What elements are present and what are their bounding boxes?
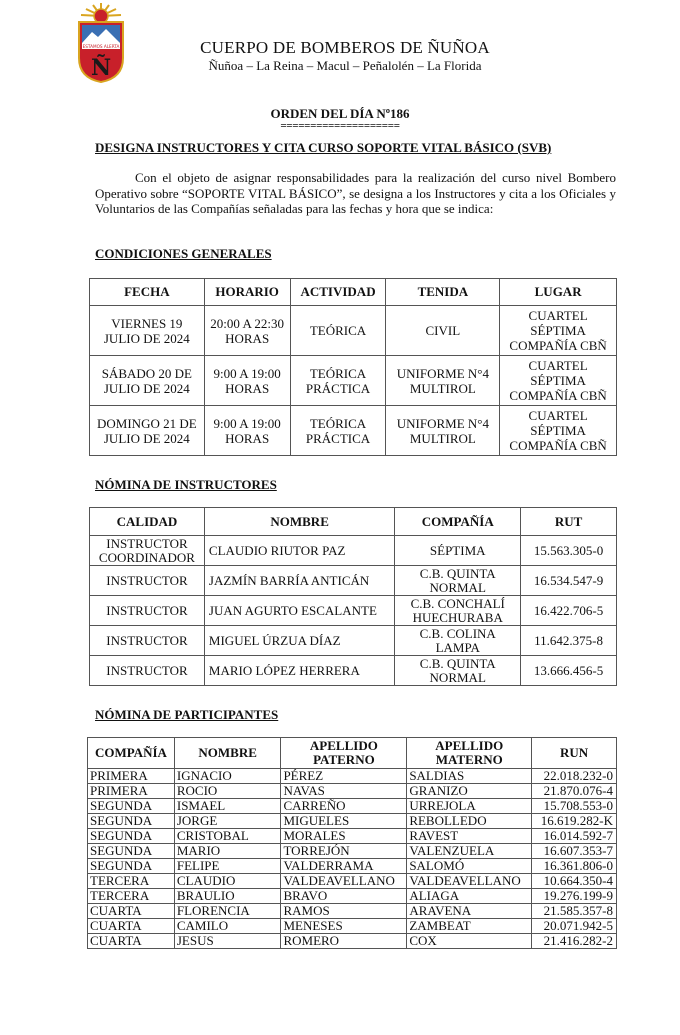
table-cell: FLORENCIA <box>174 904 281 919</box>
table-row <box>88 799 617 814</box>
table-cell: JORGE <box>174 814 281 829</box>
table-cell: COX <box>407 934 532 949</box>
table-cell: 16.534.547-9 <box>521 566 617 596</box>
table-cell: 9:00 A 19:00 HORAS <box>204 356 290 406</box>
table-cell: PRIMERA <box>88 784 175 799</box>
table-cell: GRANIZO <box>407 784 532 799</box>
table-cell: JUAN AGURTO ESCALANTE <box>204 596 394 626</box>
table-cell: TEÓRICA <box>290 306 386 356</box>
table-cell: ZAMBEAT <box>407 919 532 934</box>
table-cell: VIERNES 19 JULIO DE 2024 <box>90 306 205 356</box>
table-cell: INSTRUCTOR <box>90 566 205 596</box>
table-row <box>88 889 617 904</box>
column-header: LUGAR <box>500 279 617 306</box>
table-cell: 16.422.706-5 <box>521 596 617 626</box>
conditions-table <box>89 278 617 456</box>
table-cell: INSTRUCTOR <box>90 626 205 656</box>
table-cell: CUARTA <box>88 934 175 949</box>
column-header: ACTIVIDAD <box>290 279 386 306</box>
table-cell: MENESES <box>281 919 407 934</box>
bomberos-logo-emblem <box>74 2 128 84</box>
table-cell: 21.416.282-2 <box>532 934 617 949</box>
table-cell: MIGUEL ÚRZUA DÍAZ <box>204 626 394 656</box>
table-cell: 9:00 A 19:00 HORAS <box>204 406 290 456</box>
table-cell: 11.642.375-8 <box>521 626 617 656</box>
table-cell: SEGUNDA <box>88 844 175 859</box>
table-cell: 22.018.232-0 <box>532 769 617 784</box>
table-cell: 21.870.076-4 <box>532 784 617 799</box>
table-cell: 13.666.456-5 <box>521 656 617 686</box>
table-cell: CARREÑO <box>281 799 407 814</box>
table-cell: TERCERA <box>88 874 175 889</box>
order-heading: DESIGNA INSTRUCTORES Y CITA CURSO SOPORTE VITAL BÁSICO (SVB) <box>95 140 552 155</box>
table-cell: CUARTEL SÉPTIMA COMPAÑÍA CBÑ <box>500 406 617 456</box>
table-row <box>88 874 617 889</box>
table-cell: 16.014.592-7 <box>532 829 617 844</box>
table-cell: JESUS <box>174 934 281 949</box>
table-cell: SALOMÓ <box>407 859 532 874</box>
table-cell: DOMINGO 21 DE JULIO DE 2024 <box>90 406 205 456</box>
svg-text:ESTAMOS ALERTA: ESTAMOS ALERTA <box>82 44 120 49</box>
table-cell: CRISTOBAL <box>174 829 281 844</box>
table-cell: 19.276.199-9 <box>532 889 617 904</box>
order-title: ORDEN DEL DÍA Nº186 <box>270 106 410 121</box>
column-header: NOMBRE <box>204 508 394 536</box>
table-row <box>88 829 617 844</box>
table-cell: CLAUDIO RIUTOR PAZ <box>204 536 394 566</box>
table-cell: PÉREZ <box>281 769 407 784</box>
table-cell: TORREJÓN <box>281 844 407 859</box>
table-cell: INSTRUCTOR <box>90 596 205 626</box>
table-cell: JAZMÍN BARRÍA ANTICÁN <box>204 566 394 596</box>
table-cell: MARIO <box>174 844 281 859</box>
table-cell: SEGUNDA <box>88 799 175 814</box>
table-header-row <box>90 279 617 306</box>
table-cell: VALDERRAMA <box>281 859 407 874</box>
column-header: RUN <box>532 738 617 769</box>
table-cell: UNIFORME N°4 MULTIROL <box>386 406 500 456</box>
table-cell: RAVEST <box>407 829 532 844</box>
table-cell: SALDIAS <box>407 769 532 784</box>
column-header: FECHA <box>90 279 205 306</box>
table-cell: ROCIO <box>174 784 281 799</box>
table-cell: VALDEAVELLANO <box>281 874 407 889</box>
table-cell: CUARTEL SÉPTIMA COMPAÑÍA CBÑ <box>500 356 617 406</box>
table-cell: MORALES <box>281 829 407 844</box>
table-row <box>88 919 617 934</box>
table-cell: TERCERA <box>88 889 175 904</box>
table-cell: TEÓRICA PRÁCTICA <box>290 406 386 456</box>
table-cell: NAVAS <box>281 784 407 799</box>
table-header-row <box>90 508 617 536</box>
conditions-heading: CONDICIONES GENERALES <box>95 246 272 261</box>
table-row <box>88 904 617 919</box>
table-cell: 21.585.357-8 <box>532 904 617 919</box>
table-cell: ISMAEL <box>174 799 281 814</box>
organization-communes: Ñuñoa – La Reina – Macul – Peñalolén – La Florida <box>208 58 482 73</box>
column-header: HORARIO <box>204 279 290 306</box>
table-cell: C.B. COLINA LAMPA <box>395 626 521 656</box>
table-cell: REBOLLEDO <box>407 814 532 829</box>
table-cell: PRIMERA <box>88 769 175 784</box>
column-header: APELLIDO MATERNO <box>407 738 532 769</box>
table-cell: CAMILO <box>174 919 281 934</box>
column-header: RUT <box>521 508 617 536</box>
table-cell: VALDEAVELLANO <box>407 874 532 889</box>
table-cell: CLAUDIO <box>174 874 281 889</box>
table-row <box>88 769 617 784</box>
table-cell: 20.071.942-5 <box>532 919 617 934</box>
table-row <box>88 784 617 799</box>
table-cell: FELIPE <box>174 859 281 874</box>
table-row <box>90 536 617 566</box>
table-cell: ARAVENA <box>407 904 532 919</box>
table-cell: SÁBADO 20 DE JULIO DE 2024 <box>90 356 205 406</box>
table-header-row <box>88 738 617 769</box>
table-cell: MARIO LÓPEZ HERRERA <box>204 656 394 686</box>
table-cell: 15.563.305-0 <box>521 536 617 566</box>
table-cell: INSTRUCTOR <box>90 656 205 686</box>
svg-text:Ñ: Ñ <box>90 55 112 81</box>
table-row <box>90 306 617 356</box>
organization-title: CUERPO DE BOMBEROS DE ÑUÑOA <box>200 38 490 57</box>
table-cell: MIGUELES <box>281 814 407 829</box>
table-row <box>88 814 617 829</box>
table-row <box>88 844 617 859</box>
table-row <box>90 356 617 406</box>
table-cell: CUARTA <box>88 904 175 919</box>
table-cell: C.B. CONCHALÍ HUECHURABA <box>395 596 521 626</box>
table-row <box>88 934 617 949</box>
table-cell: CIVIL <box>386 306 500 356</box>
column-header: COMPAÑÍA <box>395 508 521 536</box>
table-cell: SÉPTIMA <box>395 536 521 566</box>
table-cell: SEGUNDA <box>88 829 175 844</box>
instructors-table <box>89 507 617 686</box>
table-cell: SEGUNDA <box>88 859 175 874</box>
order-paragraph: Con el objeto de asignar responsabilidades para la realización del curso nivel Bombero Operativo sobre “SOPORTE VITAL BÁSICO”, se designa a los Instructores y cita a los Oficiales y Voluntarios de las Compañías señaladas para las fechas y hora que se indica: <box>95 170 616 216</box>
participants-heading: NÓMINA DE PARTICIPANTES <box>95 707 279 722</box>
table-cell: INSTRUCTOR COORDINADOR <box>90 536 205 566</box>
instructors-heading: NÓMINA DE INSTRUCTORES <box>95 477 277 492</box>
table-cell: CUARTEL SÉPTIMA COMPAÑÍA CBÑ <box>500 306 617 356</box>
table-cell: BRAVO <box>281 889 407 904</box>
table-cell: SEGUNDA <box>88 814 175 829</box>
table-cell: UNIFORME N°4 MULTIROL <box>386 356 500 406</box>
title-separator: ==================== <box>280 120 400 132</box>
table-row <box>90 566 617 596</box>
table-row <box>88 859 617 874</box>
table-cell: VALENZUELA <box>407 844 532 859</box>
table-row <box>90 626 617 656</box>
table-cell: 20:00 A 22:30 HORAS <box>204 306 290 356</box>
column-header: CALIDAD <box>90 508 205 536</box>
table-cell: 16.607.353-7 <box>532 844 617 859</box>
column-header: COMPAÑÍA <box>88 738 175 769</box>
table-cell: 15.708.553-0 <box>532 799 617 814</box>
table-cell: URREJOLA <box>407 799 532 814</box>
table-cell: BRAULIO <box>174 889 281 904</box>
table-cell: TEÓRICA PRÁCTICA <box>290 356 386 406</box>
table-cell: 16.619.282-K <box>532 814 617 829</box>
table-cell: 10.664.350-4 <box>532 874 617 889</box>
table-cell: C.B. QUINTA NORMAL <box>395 566 521 596</box>
column-header: APELLIDO PATERNO <box>281 738 407 769</box>
table-cell: 16.361.806-0 <box>532 859 617 874</box>
column-header: TENIDA <box>386 279 500 306</box>
participants-table <box>87 737 617 949</box>
table-cell: ALIAGA <box>407 889 532 904</box>
table-row <box>90 656 617 686</box>
table-cell: IGNACIO <box>174 769 281 784</box>
table-cell: ROMERO <box>281 934 407 949</box>
table-row <box>90 406 617 456</box>
table-cell: RAMOS <box>281 904 407 919</box>
table-row <box>90 596 617 626</box>
column-header: NOMBRE <box>174 738 281 769</box>
table-cell: CUARTA <box>88 919 175 934</box>
table-cell: C.B. QUINTA NORMAL <box>395 656 521 686</box>
